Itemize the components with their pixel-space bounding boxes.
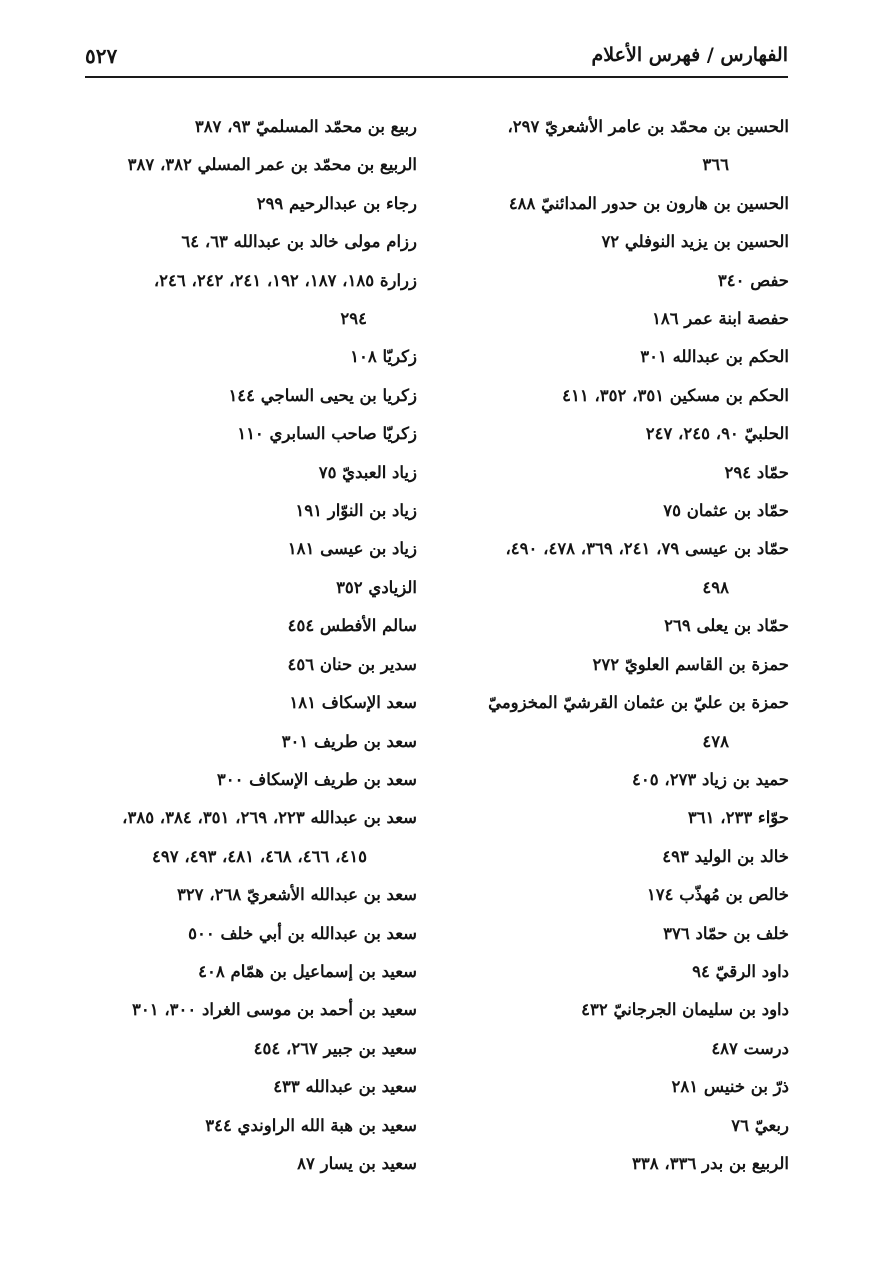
index-entry: الحسين بن هارون بن حدور المدائنيّ ٤٨٨ [508, 193, 789, 213]
index-entry: رجاء بن عبدالرحيم ٢٩٩ [256, 193, 417, 213]
index-entry: ذرّ بن خنيس ٢٨١ [671, 1077, 789, 1097]
index-entry: حمزة بن عليّ بن عثمان القرشيّ المخزوميّ [488, 693, 789, 713]
index-entry: سعد بن عبدالله الأشعريّ ٢٦٨، ٣٢٧ [176, 885, 417, 905]
index-entry: سعيد بن هبة الله الراوندي ٣٤٤ [205, 1115, 417, 1135]
index-column-right [459, 108, 789, 1183]
index-entry: زكريا بن يحيى الساجي ١٤٤ [228, 385, 417, 405]
running-header [85, 44, 788, 74]
index-entry: سعيد بن جبير ٢٦٧، ٤٥٤ [253, 1038, 417, 1058]
index-entry: ربيع بن محمّد المسلميّ ٩٣، ٣٨٧ [194, 117, 417, 136]
index-entry-continuation: ٤٧٨ [702, 731, 729, 751]
index-entry: سعيد بن إسماعيل بن همّام ٤٠٨ [198, 961, 417, 981]
index-entry: الربيع بن محمّد بن عمر المسلي ٣٨٢، ٣٨٧ [127, 155, 417, 175]
index-entry: سعيد بن يسار ٨٧ [297, 1153, 417, 1173]
index-entry: ربعيّ ٧٦ [731, 1115, 789, 1135]
index-entry: الربيع بن بدر ٣٣٦، ٣٣٨ [632, 1153, 789, 1173]
index-entry: خالد بن الوليد ٤٩٣ [662, 846, 789, 866]
index-entry: الحكم بن عبدالله ٣٠١ [640, 347, 789, 367]
header-rule [85, 76, 788, 78]
index-entry-continuation: ٣٦٦ [702, 155, 729, 175]
index-entry-continuation: ٤١٥، ٤٦٦، ٤٦٨، ٤٨١، ٤٩٣، ٤٩٧ [152, 846, 367, 866]
index-entry: زياد بن النوّار ١٩١ [295, 501, 417, 521]
index-entry: درست ٤٨٧ [711, 1038, 789, 1058]
index-entry: خلف بن حمّاد ٣٧٦ [663, 923, 789, 943]
index-entry: سعيد بن أحمد بن موسى الغراد ٣٠٠، ٣٠١ [132, 1000, 417, 1020]
index-entry: خالص بن مُهذّب ١٧٤ [646, 885, 789, 905]
index-entry: الحكم بن مسكين ٣٥١، ٣٥٢، ٤١١ [562, 385, 789, 405]
index-entry: الحسين بن محمّد بن عامر الأشعريّ ٢٩٧، [507, 117, 789, 136]
index-entry: زياد بن عيسى ١٨١ [287, 539, 417, 559]
index-entry: حمّاد ٢٩٤ [724, 462, 789, 482]
index-entry: داود بن سليمان الجرجانيّ ٤٣٢ [581, 1000, 789, 1020]
index-entry-continuation: ٤٩٨ [702, 577, 729, 597]
index-entry: زكريّا صاحب السابري ١١٠ [237, 424, 417, 444]
index-entry: سعيد بن عبدالله ٤٣٣ [273, 1077, 417, 1097]
index-entry: رزام مولى خالد بن عبدالله ٦٣، ٦٤ [181, 232, 417, 252]
index-entry: زياد العبديّ ٧٥ [318, 462, 417, 482]
index-entry: حمّاد بن عثمان ٧٥ [663, 501, 789, 521]
index-entry: حمّاد بن عيسى ٧٩، ٢٤١، ٣٦٩، ٤٧٨، ٤٩٠، [505, 539, 789, 559]
index-entry: حوّاء ٢٣٣، ٣٦١ [687, 808, 789, 828]
index-entry: زرارة ١٨٥، ١٨٧، ١٩٢، ٢٤١، ٢٤٢، ٢٤٦، [153, 270, 417, 290]
index-entry: سعد بن عبدالله بن أبي خلف ٥٠٠ [188, 923, 417, 943]
index-entry: سعد الإسكاف ١٨١ [289, 693, 417, 713]
index-entry: حمّاد بن يعلى ٢٦٩ [664, 616, 789, 636]
index-entry: سعد بن عبدالله ٢٢٣، ٢٦٩، ٣٥١، ٣٨٤، ٣٨٥، [122, 808, 417, 828]
index-column-left [72, 108, 417, 1183]
index-entry: حفص ٣٤٠ [717, 270, 789, 290]
index-entry: الحسين بن يزيد النوفلي ٧٢ [601, 232, 789, 252]
index-entry: الحلبيّ ٩٠، ٢٤٥، ٢٤٧ [645, 424, 789, 444]
index-entry: حمزة بن القاسم العلويّ ٢٧٢ [592, 654, 789, 674]
index-entry: سعد بن طريف ٣٠١ [281, 731, 417, 751]
page-number: ٥٢٧ [85, 44, 118, 68]
index-entry: حميد بن زياد ٢٧٣، ٤٠٥ [632, 769, 789, 789]
header-title: الفهارس / فهرس الأعلام [591, 44, 788, 66]
index-entry: سعد بن طريف الإسكاف ٣٠٠ [216, 769, 417, 789]
index-entry: الزيادي ٣٥٢ [336, 577, 417, 597]
index-entry: حفصة ابنة عمر ١٨٦ [651, 309, 789, 329]
index-entry: داود الرقيّ ٩٤ [692, 961, 789, 981]
index-entry-continuation: ٢٩٤ [340, 309, 367, 329]
index-entry: سالم الأفطس ٤٥٤ [287, 616, 417, 636]
index-entry: زكريّا ١٠٨ [350, 347, 417, 367]
index-entry: سدير بن حنان ٤٥٦ [287, 654, 417, 674]
